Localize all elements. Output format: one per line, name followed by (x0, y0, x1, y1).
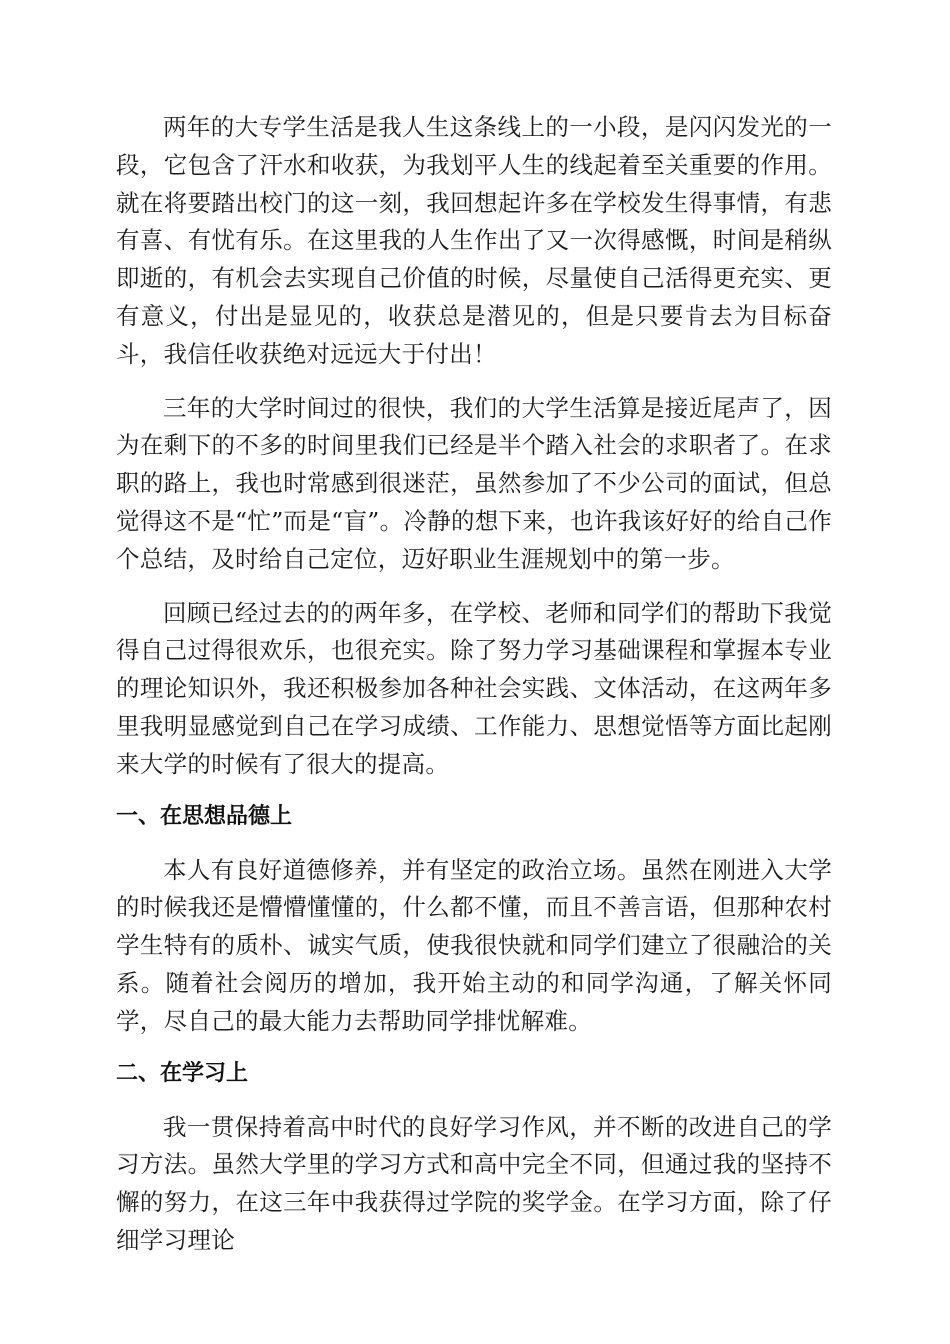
section-heading-study: 二、在学习上 (116, 1060, 249, 1086)
document-body (116, 109, 832, 1276)
intro-paragraph-1: 两年的大专学生活是我人生这条线上的一小段，是闪闪发光的一段，它包含了汗水和收获，为我划平人生的线起着至关重要的作用。就在将要踏出校门的这一刻，我回想起许多在学校发生得事情，有悲有喜、有忧有乐。在这里我的人生作出了又一次得感慨，时间是稍纵即逝的，有机会去实现自己价值的时候，尽量使自己活得更充实、更有意义，付出是显见的，收获总是潜见的，但是只要肯去为目标奋斗，我信任收获绝对远远大于付出！ (116, 113, 832, 368)
intro-paragraph-3: 回顾已经过去的的两年多，在学校、老师和同学们的帮助下我觉得自己过得很欢乐，也很充实。除了努力学习基础课程和掌握本专业的理论知识外，我还积极参加各种社会实践、文体活动，在这两年多里我明显感觉到自己在学习成绩、工作能力、思想觉悟等方面比起刚来大学的时候有了很大的提高。 (116, 598, 832, 778)
section-paragraph-study: 我一贯保持着高中时代的良好学习作风，并不断的改进自己的学习方法。虽然大学里的学习方式和高中完全不同，但通过我的坚持不懈的努力，在这三年中我获得过学院的奖学金。在学习方面，除了仔细学习理论 (116, 1112, 832, 1254)
section-heading-moral: 一、在思想品德上 (116, 803, 293, 829)
intro-paragraph-2: 三年的大学时间过的很快，我们的大学生活算是接近尾声了，因为在剩下的不多的时间里我们已经是半个踏入社会的求职者了。在求职的路上，我也时常感到很迷茫，虽然参加了不少公司的面试，但总觉得这不是“忙”而是“盲”。冷静的想下来，也许我该好好的给自己作个总结，及时给自己定位，迈好职业生涯规划中的第一步。 (116, 393, 832, 573)
section-paragraph-moral: 本人有良好道德修养，并有坚定的政治立场。虽然在刚进入大学的时候我还是懵懵懂懂的，什么都不懂，而且不善言语，但那种农村学生特有的质朴、诚实气质，使我很快就和同学们建立了很融洽的关系。随着社会阅历的增加，我开始主动的和同学沟通，了解关怀同学，尽自己的最大能力去帮助同学排忧解难。 (116, 855, 832, 1035)
